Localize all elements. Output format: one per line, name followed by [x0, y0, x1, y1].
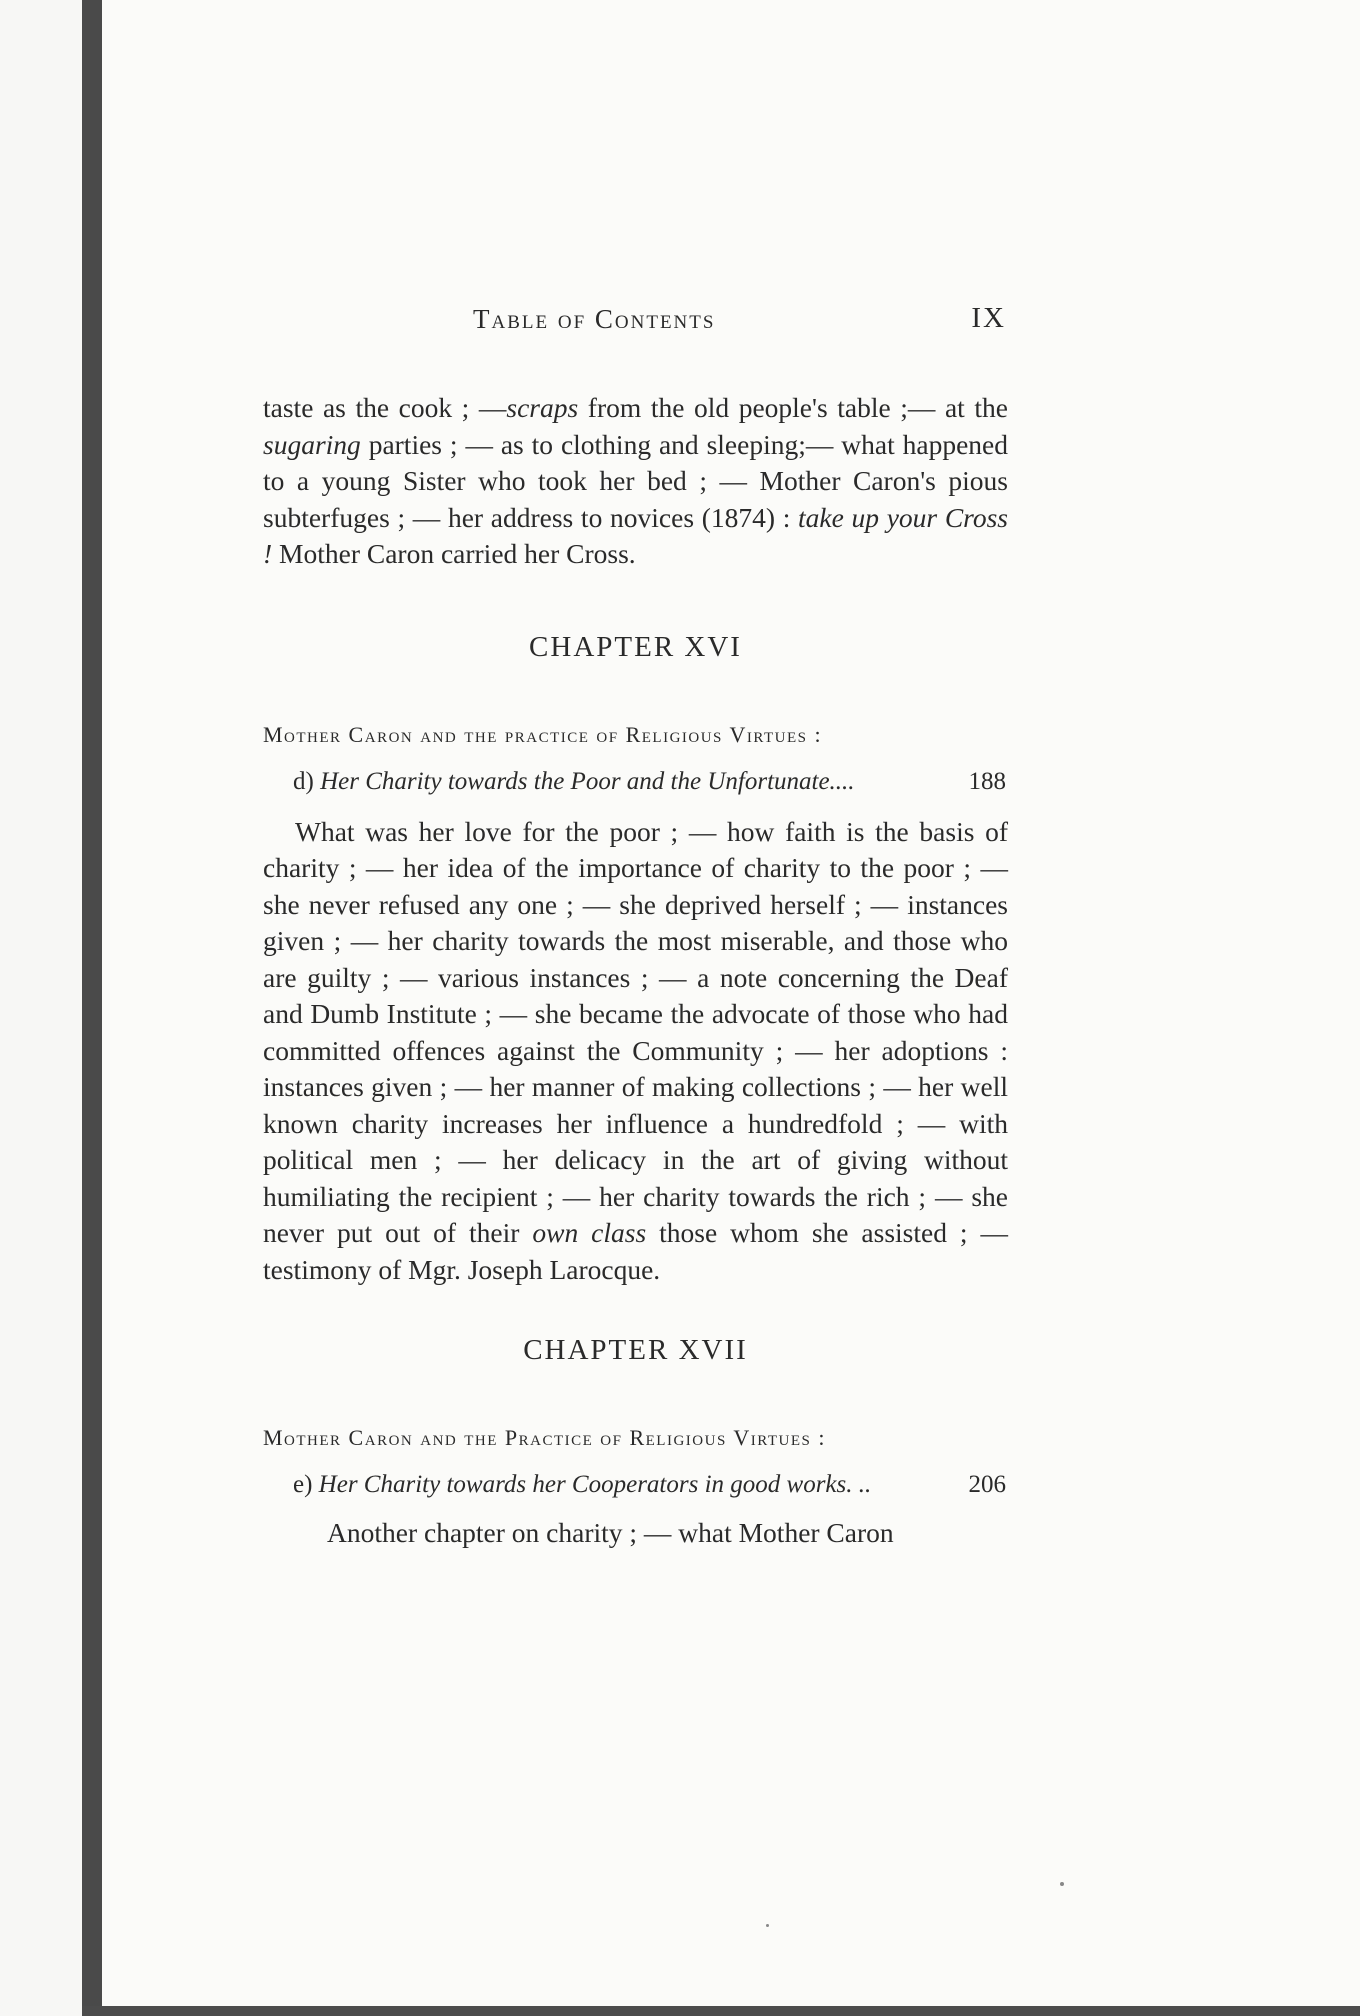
- section-heading: Mother Caron and the practice of Religious Virtues :: [263, 721, 823, 747]
- italic-run: scraps: [506, 392, 579, 423]
- entry-letter: d): [293, 767, 314, 795]
- running-head: [263, 300, 1008, 340]
- intro-paragraph: [263, 390, 1008, 573]
- text-run: those whom she assisted ; — testimony of Mgr. Joseph Larocque.: [263, 1217, 1009, 1285]
- toc-entry: [263, 1471, 1008, 1499]
- paper-speck: [1060, 1882, 1064, 1886]
- chapter-heading: CHAPTER XVII: [523, 1334, 748, 1366]
- text-run: Mother Caron carried her Cross.: [272, 538, 636, 569]
- page-number: IX: [971, 302, 1006, 334]
- italic-run: take up your Cross !: [263, 501, 1008, 569]
- entry-title: Her Charity towards the Poor and the Unfortunate....: [320, 767, 855, 795]
- italic-run: sugaring: [263, 428, 361, 460]
- text-run: from the old people's table ;— at the: [578, 392, 1008, 423]
- chapter-summary: Another chapter on charity ; — what Mother Caron: [327, 1517, 894, 1548]
- entry-page-number: 206: [968, 1471, 1006, 1498]
- entry-title: Her Charity towards her Cooperators in good works. ..: [318, 1471, 872, 1498]
- chapter-heading: CHAPTER XVI: [529, 630, 742, 663]
- text-run: parties ; — as to clothing and sleeping;— what happened to a young Sister who took her bed ; — Mother Caron's pious subterfuges ; — her address to novices (1874) :: [263, 428, 1008, 533]
- paper-speck: [766, 1924, 769, 1927]
- page-bottom-edge: [82, 2006, 1360, 2016]
- entry-letter: e): [293, 1471, 313, 1498]
- section-heading: Mother Caron and the Practice of Religious Virtues :: [263, 1425, 826, 1450]
- page-content: [263, 300, 1008, 1552]
- text-run: What was her love for the poor ; — how faith is the basis of charity ; — her idea of the importance of charity to the poor ; — she never refused any one ; — she deprived herself ; — instances given ; — her charity towards the most miserable, and those who are guilty ; — various instances ; — a note concerning the Deaf and Dumb Institute ; — she became the advocate of those who had committed offences against the Community ; — her adoptions : instances given ; — her manner of making collections ; — her well known charity increases her influence a hundredfold ; — with political men ; — her delicacy in the art of giving without humiliating the recipient ; — her charity towards the rich ; — she never put out of their: [263, 815, 1008, 1248]
- text-run: taste as the cook ; —: [263, 392, 507, 423]
- chapter-summary: [263, 814, 1008, 1289]
- entry-page-number: 188: [968, 767, 1006, 795]
- page-gutter-shadow: [82, 0, 102, 2016]
- italic-run: own class: [532, 1217, 647, 1248]
- toc-entry: [263, 768, 1008, 796]
- running-title: Table of Contents: [473, 304, 716, 334]
